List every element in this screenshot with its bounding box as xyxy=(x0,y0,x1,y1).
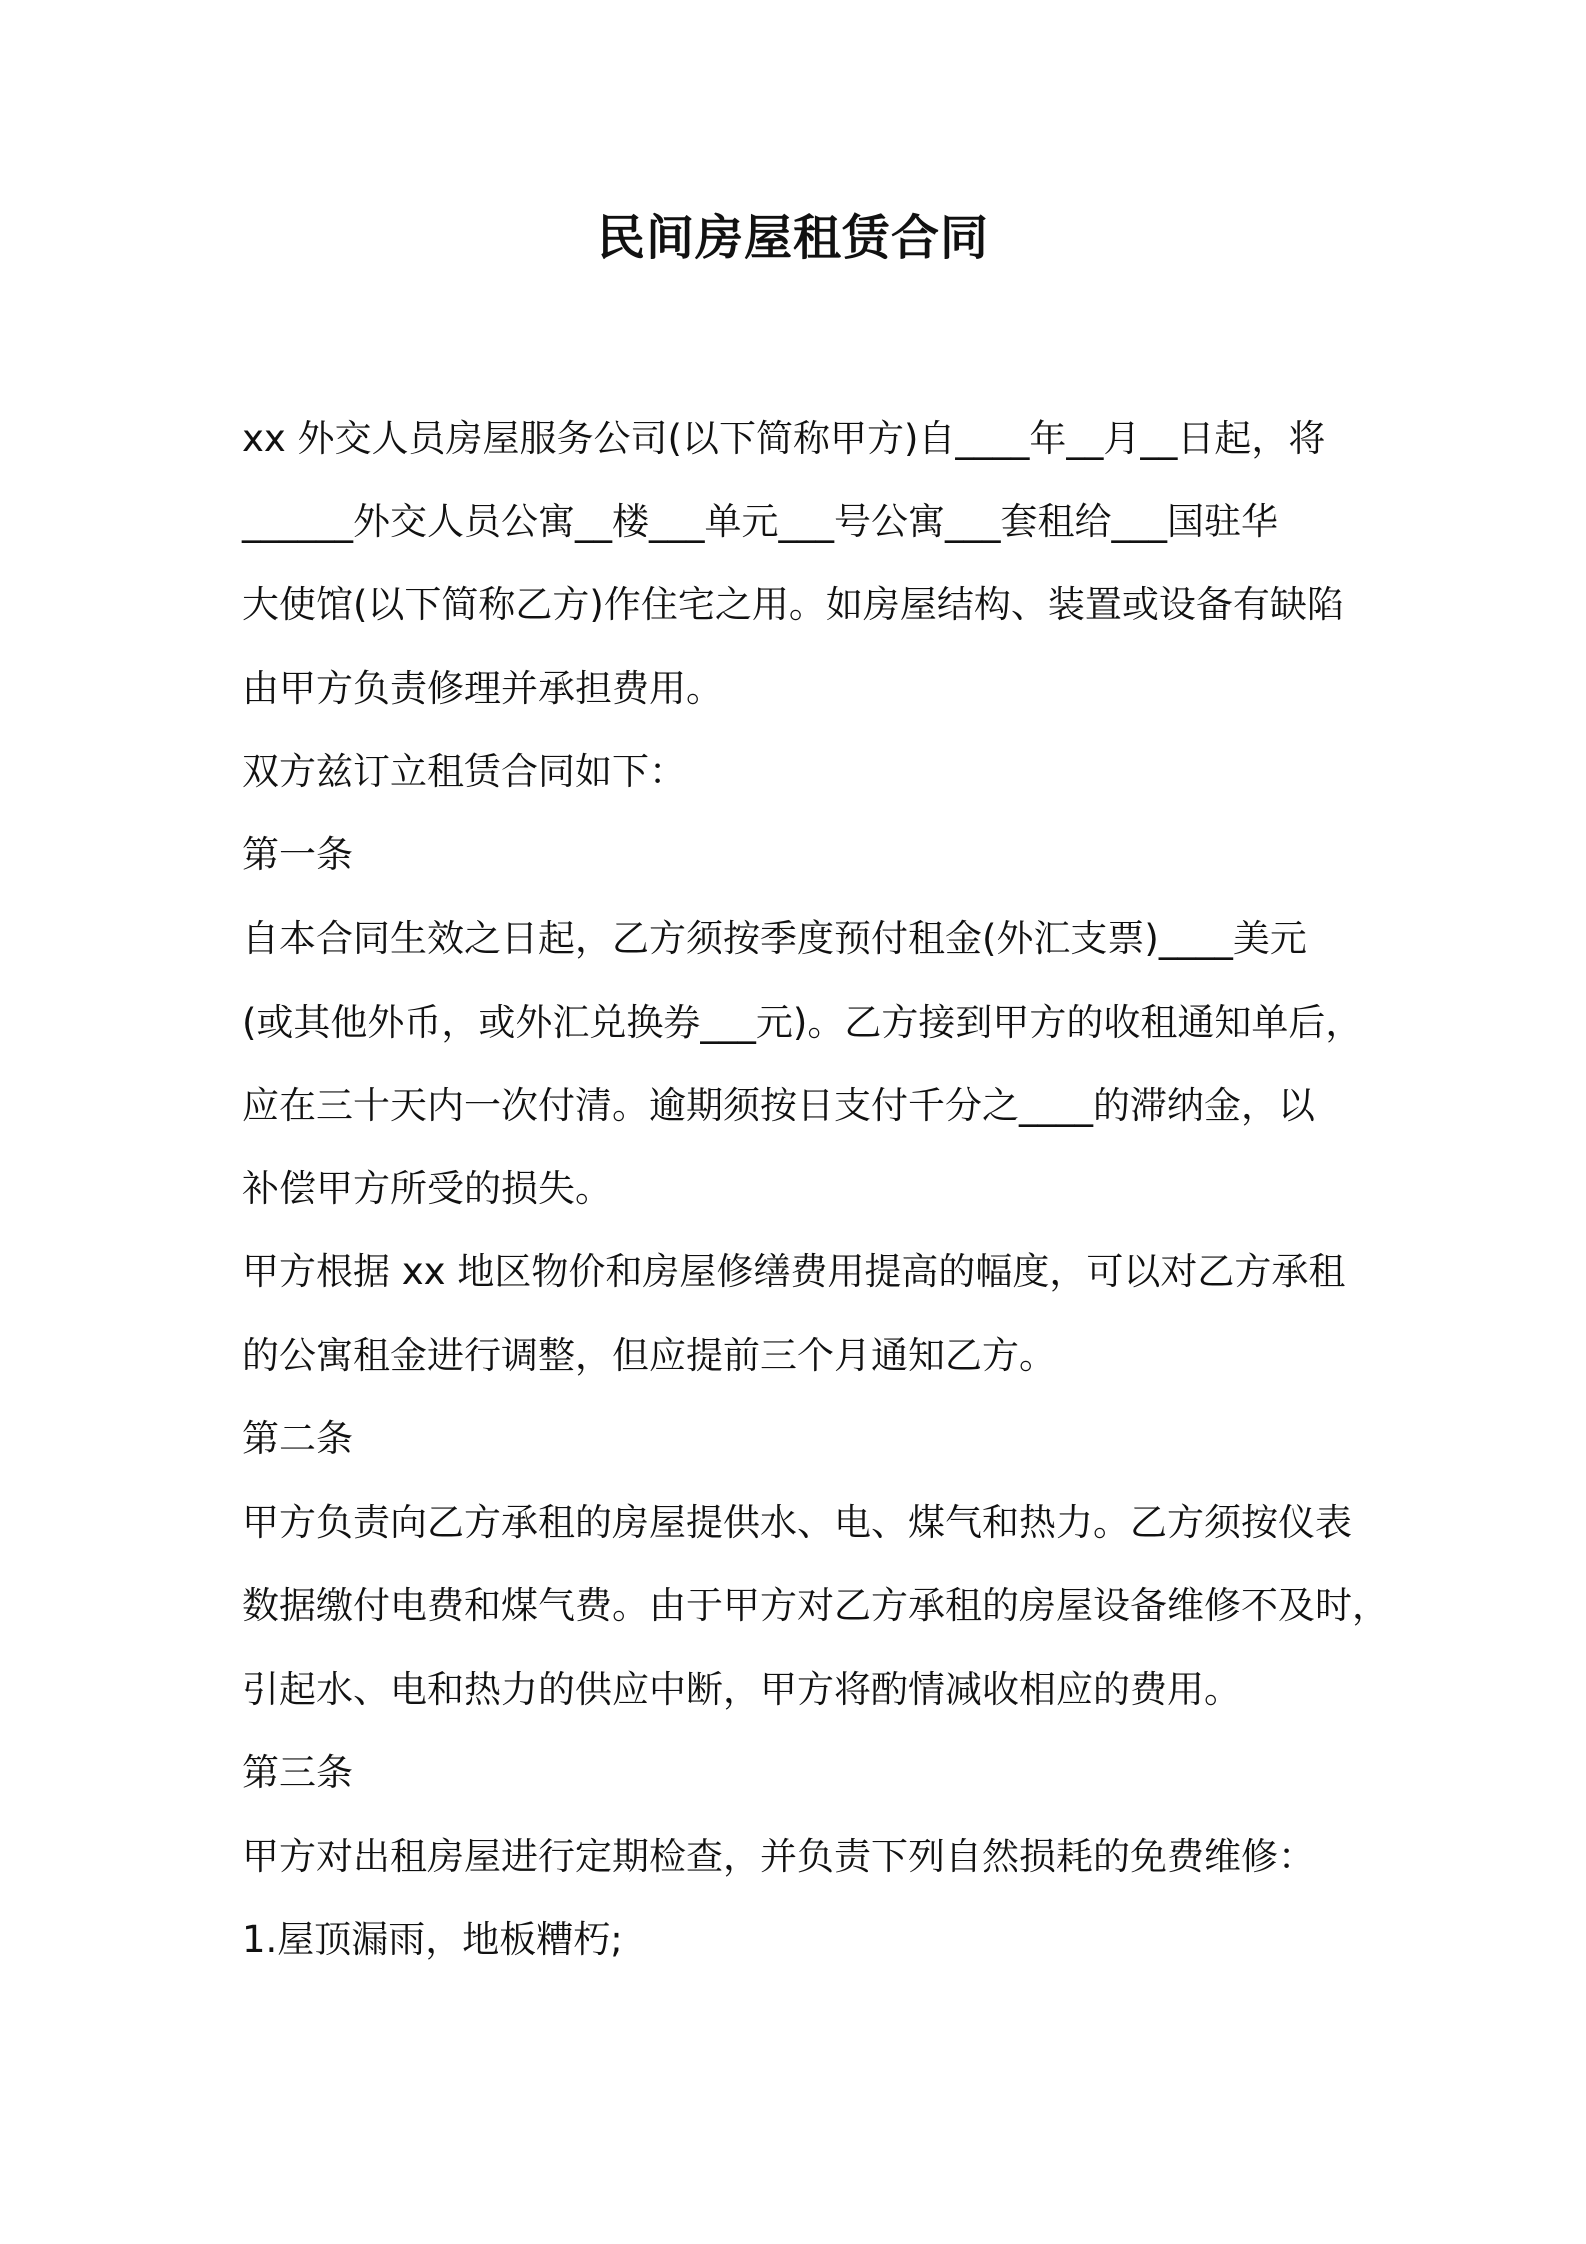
paragraph-line: 双方兹订立租赁合同如下： xyxy=(242,750,686,793)
paragraph-line: xx 外交人员房屋服务公司(以下简称甲方)自____年__月__日起，将 xyxy=(242,417,1326,460)
paragraph-line: 补偿甲方所受的损失。 xyxy=(242,1167,612,1210)
paragraph-line: 大使馆(以下简称乙方)作住宅之用。如房屋结构、装置或设备有缺陷 xyxy=(242,583,1344,626)
paragraph-line: 应在三十天内一次付清。逾期须按日支付千分之____的滞纳金，以 xyxy=(242,1084,1315,1127)
document-title: 民间房屋租赁合同 xyxy=(596,210,989,266)
paragraph-line: 的公寓租金进行调整，但应提前三个月通知乙方。 xyxy=(242,1334,1056,1377)
article-heading: 第二条 xyxy=(242,1417,353,1460)
paragraph-line: 由甲方负责修理并承担费用。 xyxy=(242,667,723,710)
list-item: 1.屋顶漏雨，地板糟朽; xyxy=(242,1918,623,1961)
article-heading: 第一条 xyxy=(242,833,353,876)
paragraph-line: 自本合同生效之日起，乙方须按季度预付租金(外汇支票)____美元 xyxy=(242,917,1307,960)
article-heading: 第三条 xyxy=(242,1751,353,1794)
paragraph-line: 引起水、电和热力的供应中断，甲方将酌情减收相应的费用。 xyxy=(242,1668,1241,1711)
paragraph-line: 甲方对出租房屋进行定期检查，并负责下列自然损耗的免费维修： xyxy=(242,1835,1315,1878)
paragraph-line: 数据缴付电费和煤气费。由于甲方对乙方承租的房屋设备维修不及时， xyxy=(242,1584,1389,1627)
paragraph-line: ______外交人员公寓__楼___单元___号公寓___套租给___国驻华 xyxy=(242,500,1278,543)
paragraph-line: (或其他外币，或外汇兑换券___元)。乙方接到甲方的收租通知单后， xyxy=(242,1001,1363,1044)
paragraph-line: 甲方根据 xx 地区物价和房屋修缮费用提高的幅度，可以对乙方承租 xyxy=(242,1250,1346,1293)
paragraph-line: 甲方负责向乙方承租的房屋提供水、电、煤气和热力。乙方须按仪表 xyxy=(242,1501,1352,1544)
